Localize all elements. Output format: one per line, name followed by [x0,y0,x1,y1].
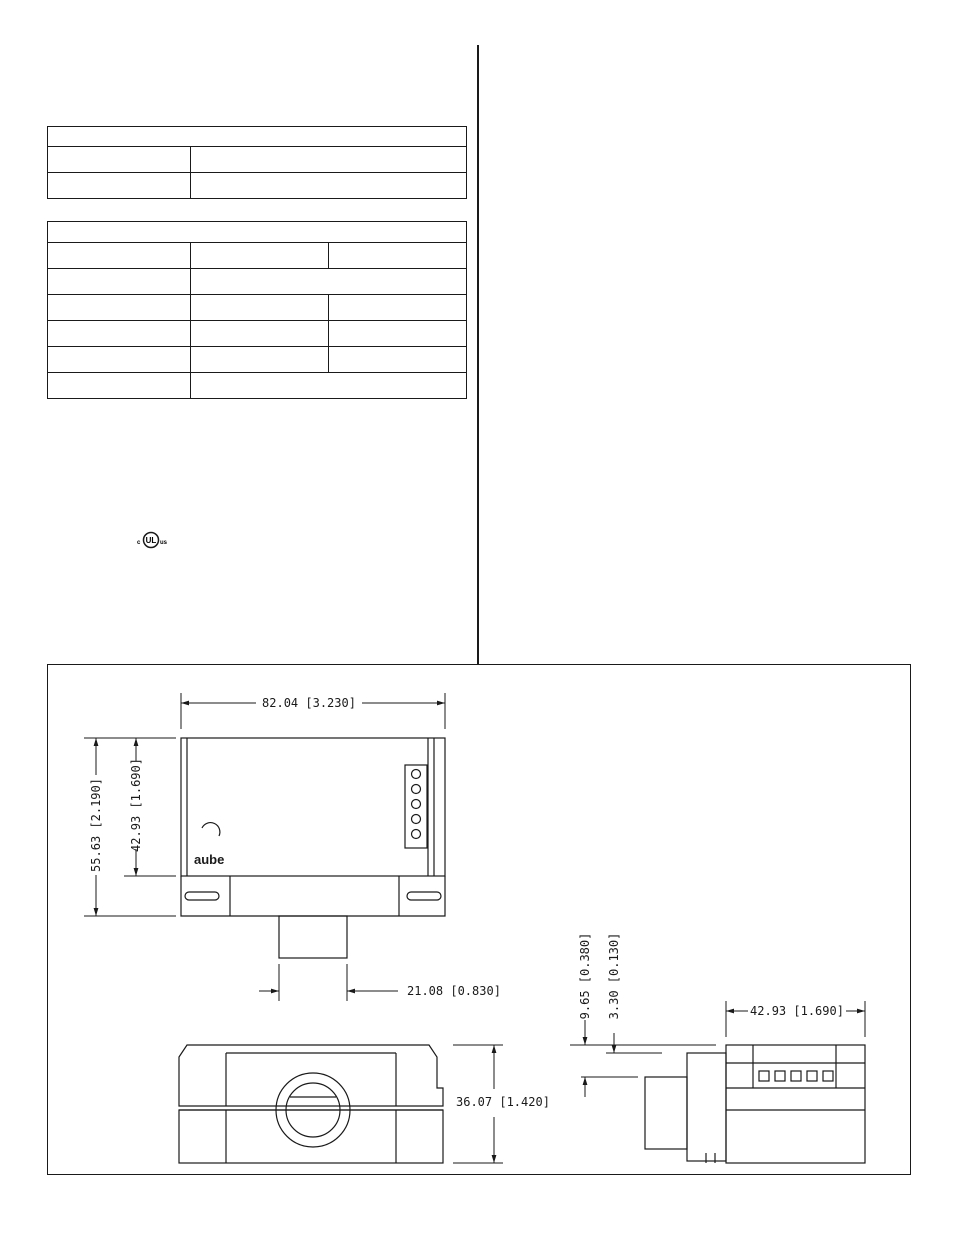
logo-arc [202,823,220,836]
spec-table-2-header [48,222,467,243]
terminal-screw [412,830,421,839]
end-terminal [759,1071,769,1081]
table-cell [191,269,467,295]
spec-table-2 [47,221,467,399]
spec-table-1-header [48,127,467,147]
terminal-screw [412,815,421,824]
table-cell [191,243,329,269]
table-cell [48,269,191,295]
cert-mark-text: UL [145,536,157,545]
table-cell [191,373,467,399]
cert-suffix: us [160,540,168,546]
spec-table-1 [47,126,467,199]
end-terminal [791,1071,801,1081]
conduit-stub [279,916,347,958]
end-view [645,1045,865,1163]
end-terminal [807,1071,817,1081]
table-cell [329,295,467,321]
terminal-screw [412,800,421,809]
table-cell [191,147,467,173]
terminal-screw [412,785,421,794]
table-cell [48,347,191,373]
ul-certification-mark [136,530,176,550]
table-cell [329,243,467,269]
dim-end-a: 9.65 [0.380] [578,932,592,1020]
dim-body-height: 42.93 [1.690] [129,758,143,852]
dim-overall-height: 55.63 [2.190] [89,778,103,872]
aube-logo: aube [194,852,225,867]
table-cell [48,321,191,347]
table-cell [48,243,191,269]
terminal-block [405,765,427,848]
dimension-drawing [48,665,912,1176]
table-cell [329,321,467,347]
mounting-slot-right [407,892,441,900]
table-cell [329,347,467,373]
dim-top-width: 82.04 [3.230] [262,696,356,710]
side-view [179,1045,443,1163]
table-cell [191,321,329,347]
end-view-flange [687,1053,726,1161]
end-terminal [823,1071,833,1081]
dim-end-width: 42.93 [1.690] [750,1004,844,1018]
table-cell [191,295,329,321]
mounting-flange [181,876,445,916]
table-cell [191,347,329,373]
column-divider [477,45,479,665]
end-terminal [775,1071,785,1081]
table-cell [48,147,191,173]
top-view [181,738,445,958]
end-view-stub [645,1077,687,1149]
table-cell [48,373,191,399]
cert-prefix: c [137,540,141,546]
dim-stub-width: 21.08 [0.830] [407,984,501,998]
mounting-slot-left [185,892,219,900]
table-cell [48,295,191,321]
table-cell [48,173,191,199]
dim-side-height: 36.07 [1.420] [456,1095,550,1109]
terminal-screw [412,770,421,779]
dim-end-b: 3.30 [0.130] [607,932,621,1020]
table-cell [191,173,467,199]
drawing-frame [47,664,911,1175]
